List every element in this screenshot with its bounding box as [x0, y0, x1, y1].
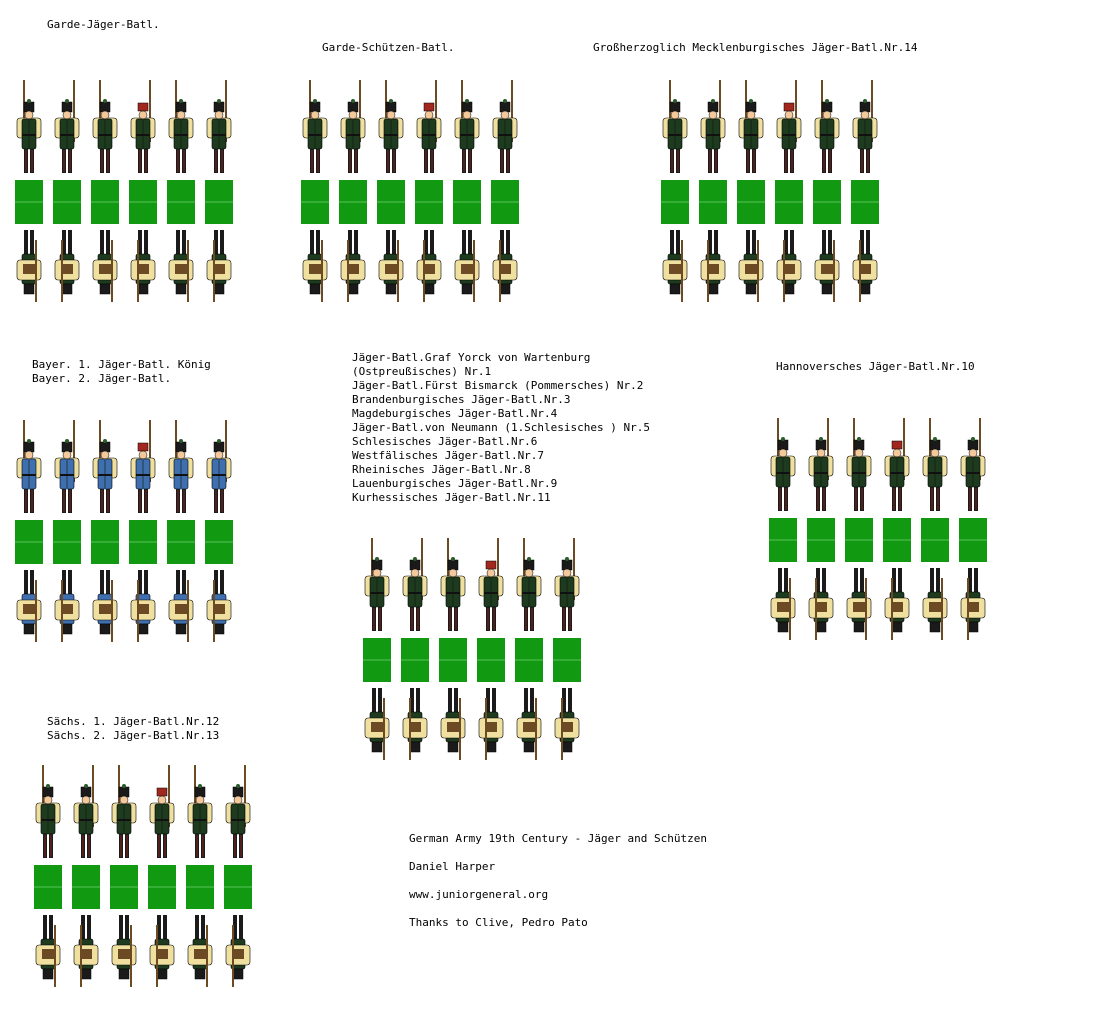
label-bavaria-1: Bayer. 1. Jäger-Batl. König	[32, 358, 211, 371]
label-garde-schuetzen: Garde-Schützen-Batl.	[322, 41, 455, 54]
soldier-figure-garde-jaeger-6	[204, 80, 234, 302]
soldier-figure-bavaria-1	[14, 420, 44, 642]
label-garde-jaeger: Garde-Jäger-Batl.	[47, 18, 160, 31]
soldier-figure-garde-schuetzen-3	[376, 80, 406, 302]
soldier-figure-garde-schuetzen-5	[452, 80, 482, 302]
soldier-figure-garde-jaeger-1	[14, 80, 44, 302]
soldier-figure-garde-jaeger-5	[166, 80, 196, 302]
soldier-figure-garde-schuetzen-6	[490, 80, 520, 302]
soldier-figure-mecklenburg-6	[850, 80, 880, 302]
credits-author: Daniel Harper	[409, 860, 496, 873]
label-bavaria-2: Bayer. 2. Jäger-Batl.	[32, 372, 172, 385]
soldier-figure-bavaria-2	[52, 420, 82, 642]
soldier-figure-saxony-1	[33, 765, 63, 987]
soldier-figure-prussian-line-3	[438, 538, 468, 760]
label-mecklenburg: Großherzoglich Mecklenburgisches Jäger-Batl.Nr.14	[593, 41, 918, 54]
soldier-figure-hannover-6	[958, 418, 988, 640]
soldier-figure-bavaria-5	[166, 420, 196, 642]
soldier-figure-bavaria-6	[204, 420, 234, 642]
soldier-figure-prussian-line-5	[514, 538, 544, 760]
soldier-figure-prussian-line-4	[476, 538, 506, 760]
soldier-figure-mecklenburg-5	[812, 80, 842, 302]
soldier-figure-hannover-4	[882, 418, 912, 640]
label-prussian-line-11: Kurhessisches Jäger-Batl.Nr.11	[352, 491, 551, 504]
soldier-figure-prussian-line-1	[362, 538, 392, 760]
credits-title: German Army 19th Century - Jäger and Schützen	[409, 832, 708, 845]
soldier-figure-garde-schuetzen-4	[414, 80, 444, 302]
soldier-figure-saxony-2	[71, 765, 101, 987]
credits-site: www.juniorgeneral.org	[409, 888, 549, 901]
soldier-figure-prussian-line-6	[552, 538, 582, 760]
credits-thanks: Thanks to Clive, Pedro Pato	[409, 916, 588, 929]
soldier-figure-hannover-1	[768, 418, 798, 640]
soldier-figure-garde-schuetzen-2	[338, 80, 368, 302]
soldier-figure-saxony-4	[147, 765, 177, 987]
label-prussian-line-5: Magdeburgisches Jäger-Batl.Nr.4	[352, 407, 558, 420]
label-saxony-1: Sächs. 1. Jäger-Batl.Nr.12	[47, 715, 220, 728]
label-prussian-line-10: Lauenburgisches Jäger-Batl.Nr.9	[352, 477, 558, 490]
soldier-figure-mecklenburg-3	[736, 80, 766, 302]
soldier-figure-saxony-6	[223, 765, 253, 987]
soldier-figure-bavaria-3	[90, 420, 120, 642]
label-prussian-line-9: Rheinisches Jäger-Batl.Nr.8	[352, 463, 531, 476]
label-prussian-line-7: Schlesisches Jäger-Batl.Nr.6	[352, 435, 538, 448]
label-prussian-line-6: Jäger-Batl.von Neumann (1.Schlesisches ) Nr.5	[352, 421, 651, 434]
soldier-figure-mecklenburg-1	[660, 80, 690, 302]
soldier-figure-saxony-3	[109, 765, 139, 987]
label-hannover: Hannoversches Jäger-Batl.Nr.10	[776, 360, 975, 373]
soldier-figure-saxony-5	[185, 765, 215, 987]
soldier-figure-mecklenburg-2	[698, 80, 728, 302]
soldier-figure-bavaria-4	[128, 420, 158, 642]
label-prussian-line-8: Westfälisches Jäger-Batl.Nr.7	[352, 449, 545, 462]
soldier-figure-garde-jaeger-4	[128, 80, 158, 302]
soldier-figure-garde-jaeger-2	[52, 80, 82, 302]
label-prussian-line-3: Jäger-Batl.Fürst Bismarck (Pommersches) Nr.2	[352, 379, 644, 392]
soldier-figure-hannover-5	[920, 418, 950, 640]
soldier-figure-mecklenburg-4	[774, 80, 804, 302]
soldier-figure-prussian-line-2	[400, 538, 430, 760]
soldier-figure-hannover-2	[806, 418, 836, 640]
label-saxony-2: Sächs. 2. Jäger-Batl.Nr.13	[47, 729, 220, 742]
soldier-figure-garde-schuetzen-1	[300, 80, 330, 302]
label-prussian-line-2: (Ostpreußisches) Nr.1	[352, 365, 492, 378]
label-prussian-line-4: Brandenburgisches Jäger-Batl.Nr.3	[352, 393, 571, 406]
label-prussian-line-1: Jäger-Batl.Graf Yorck von Wartenburg	[352, 351, 591, 364]
soldier-figure-garde-jaeger-3	[90, 80, 120, 302]
soldier-figure-hannover-3	[844, 418, 874, 640]
